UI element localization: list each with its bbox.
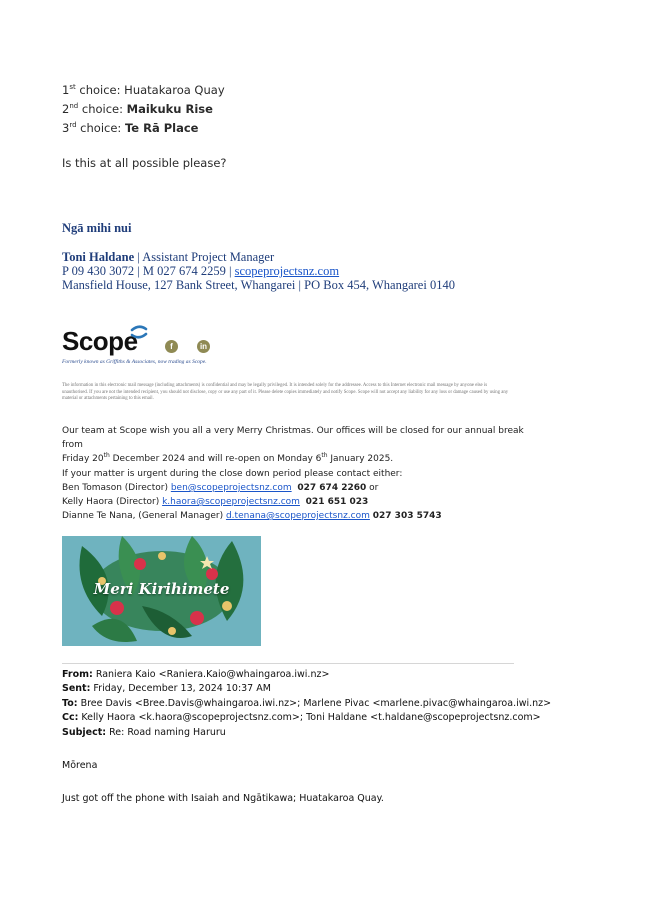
dianne-email-link[interactable]: d.tenana@scopeprojectsnz.com [225,511,370,521]
notice-line-1: Our team at Scope wish you all a very Merry Christmas. Our offices will be closed for our annual break [62,426,524,436]
scope-logo [62,326,138,357]
banner-title: Meri Kirihimete [93,580,230,598]
closing-greeting: Ngā mihi nui [62,221,132,235]
email-cc: Cc: Kelly Haora <k.haora@scopeprojectsnz.com>; Toni Haldane <t.haldane@scopeprojectsnz.com> [62,712,541,723]
contact-dianne: Dianne Te Nana, (General Manager) d.tenana@scopeprojectsnz.com 027 303 5743 [62,511,442,521]
scope-logo-text: Scope [62,326,138,356]
email-disclaimer: The information in this electronic mail message (including attachments) is confidential and may be legally privileged. It is intended solely for the addressee. Access to this Internet electronic mail message by anyone else is unauthorised. If you are not the intended recipient, you should not disclose, copy or use any part of it. Please delete copies immediately and notify Scope. Scope will not accept any liability for any loss or damage caused by using any material or attachments pertaining to this email. [62,383,509,401]
first-choice-value: Huatakaroa Quay [124,83,225,97]
kelly-email-link[interactable]: k.haora@scopeprojectsnz.com [162,497,300,507]
scope-logo-mark-icon [130,325,148,339]
logo-tagline: Formerly known as Griffiths & Associates, now trading as Scope. [62,359,207,365]
message-greeting: Mōrena [62,760,98,771]
website-link[interactable]: scopeprojectsnz.com [234,264,340,278]
email-subject: Subject: Re: Road naming Haruru [62,727,226,738]
signature-name-line [62,250,274,265]
signature-address: Mansfield House, 127 Bank Street, Whangarei | PO Box 454, Whangarei 0140 [62,278,455,292]
ben-email-link[interactable]: ben@scopeprojectsnz.com [170,483,292,493]
contact-ben: Ben Tomason (Director) ben@scopeprojectsnz.com 027 674 2260 or [62,483,379,493]
question-text: Is this at all possible please? [62,156,227,170]
email-from: From: Raniera Kaio <Raniera.Kaio@whaingaroa.iwi.nz> [62,669,330,680]
notice-line-4: If your matter is urgent during the close down period please contact either: [62,469,403,479]
message-body: Just got off the phone with Isaiah and Ngātikawa; Huatakaroa Quay. [62,793,384,804]
facebook-icon[interactable]: f [165,340,178,353]
linkedin-icon[interactable]: in [197,340,210,353]
signature-name: Toni Haldane [62,250,135,264]
notice-dates: Friday 20th December 2024 and will re-open on Monday 6th January 2025. [62,452,394,464]
notice-line-2: from [62,440,83,450]
divider [62,663,514,664]
contact-kelly: Kelly Haora (Director) k.haora@scopeprojectsnz.com 021 651 023 [62,497,369,507]
signature-role: | Assistant Project Manager [134,250,275,264]
signature-contact-line: P 09 430 3072 | M 027 674 2259 | scopeprojectsnz.com [62,264,340,278]
third-choice-value: Te Rā Place [124,121,199,135]
email-to: To: Bree Davis <Bree.Davis@whaingaroa.iwi.nz>; Marlene Pivac <marlene.pivac@whaingaroa.iwi.nz> [62,698,552,709]
christmas-banner [62,536,261,646]
third-choice-line: 3rd choice: Te Rā Place [62,121,199,135]
second-choice-value: Maikuku Rise [126,102,213,116]
first-choice-line: 1st choice: Huatakaroa Quay [62,83,225,97]
second-choice-line: 2nd choice: Maikuku Rise [62,102,213,116]
email-sent: Sent: Friday, December 13, 2024 10:37 AM [62,683,271,694]
